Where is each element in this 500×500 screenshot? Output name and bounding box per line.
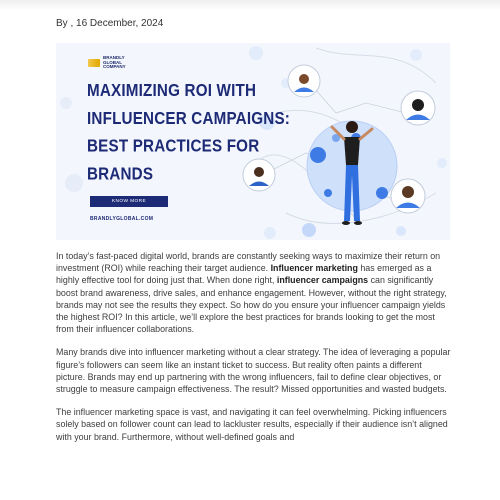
- paragraph-1: [56, 250, 452, 335]
- p1-text-a: In today’s fast-paced digital world, brands are constantly seeking ways to maximize their return on investment (ROI) while reaching their target audience.: [56, 251, 441, 274]
- paragraph-2: Many brands dive into influencer marketing without a clear strategy. The idea of leveraging a popular figure’s followers can seem like an instant ticket to success. But reality often paints a different picture. Brands may end up partnering with the wrong influencers, fail to define clear objectives, or struggle to measure campaign effectiveness. The result? Missed opportunities and wasted budgets.: [56, 347, 451, 395]
- influencer-marketing-strong: Influencer marketing: [270, 263, 358, 274]
- website-label: BRANDLYGLOBAL.COM: [90, 216, 154, 222]
- hero-banner[interactable]: [56, 43, 450, 240]
- logo-line-3: COMPANY: [103, 64, 126, 70]
- influencer-campaigns-strong: influencer campaigns: [276, 275, 369, 286]
- p1-text-c: has emerged as a highly effective tool for doing just that. When done right,: [56, 263, 432, 286]
- know-more-button[interactable]: KNOW MORE: [90, 196, 168, 207]
- hero-headline: MAXIMIZING ROI WITH INFLUENCER CAMPAIGNS: BEST PRACTICES FOR BRANDS: [87, 80, 291, 184]
- paragraph-3: The influencer marketing space is vast, and navigating it can feel overwhelming. Picking influencers solely based on follower count can lead to lackluster results, especially if their audience isn’t aligned with your brand. Furthermore, without well-defined goals and: [56, 407, 448, 442]
- byline: By , 16 December, 2024: [56, 18, 164, 29]
- logo-mark-icon: [88, 59, 100, 67]
- top-fade: [0, 0, 500, 10]
- p1-text-e: can significantly boost brand awareness, drive sales, and enhance engagement. However, without the right strategy, brands may not see the results they expect. So how do you ensure your influencer campaign yields the highest ROI? In this article, we’ll explore the best practices for brands looking to get the most from their influencer collaborations.: [56, 275, 447, 335]
- brand-logo: [88, 56, 126, 70]
- logo-line-1: BRANDLY: [103, 55, 125, 60]
- article-body: [56, 250, 452, 454]
- logo-line-2: GLOBAL: [103, 59, 122, 65]
- logo-text: [103, 56, 126, 70]
- avatar-4: [391, 179, 425, 213]
- avatar-2: [401, 91, 435, 125]
